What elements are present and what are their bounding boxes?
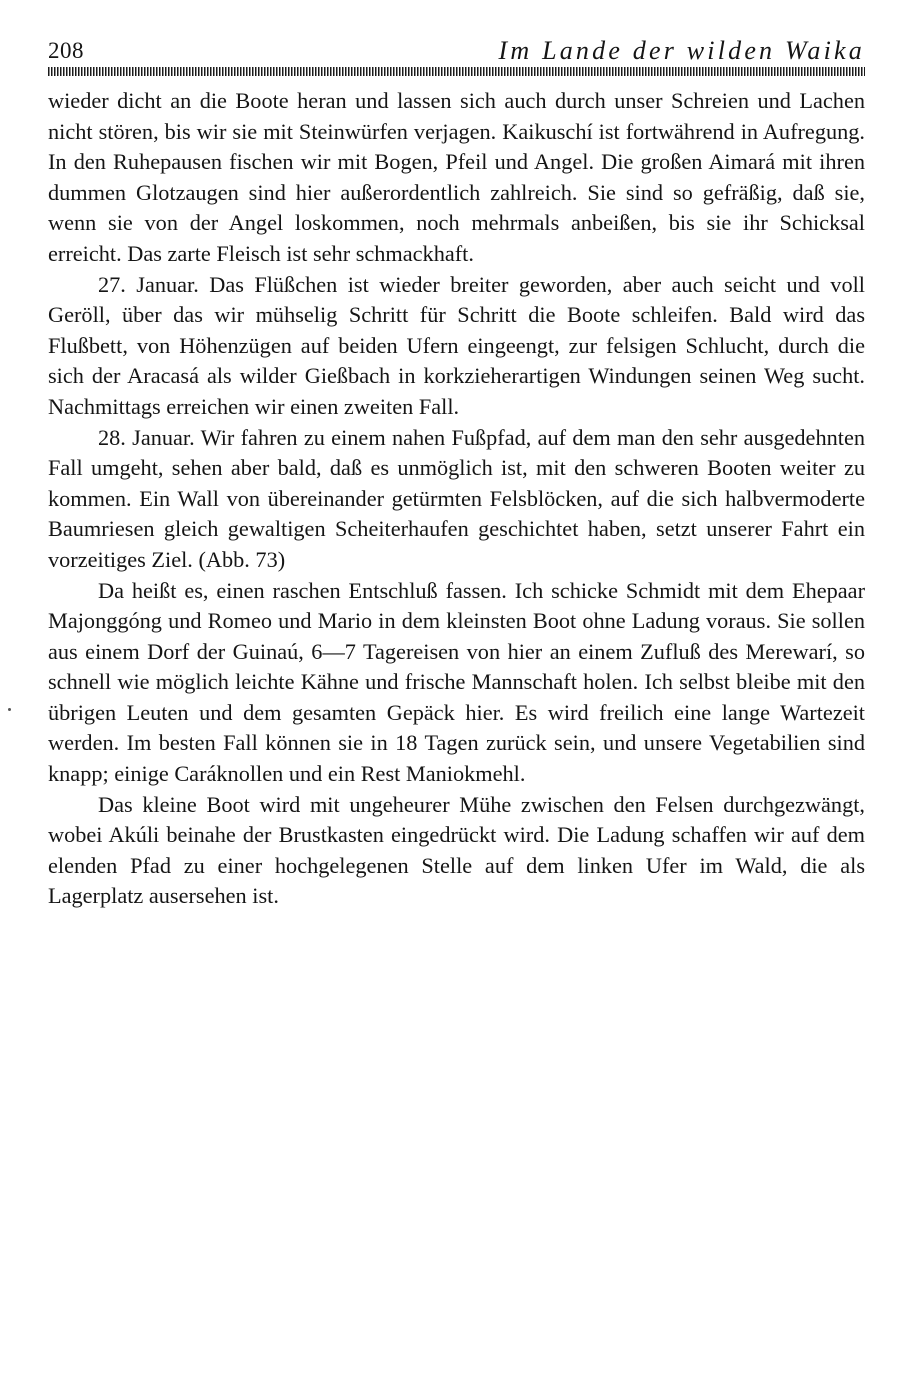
running-title: Im Lande der wilden Waika xyxy=(498,36,865,65)
page-number: 208 xyxy=(48,38,84,63)
paragraph-january-27: 27. Januar. Das Flüßchen ist wieder breiter geworden, aber auch seicht und voll Geröll, über das wir mühselig Schritt für Schritt die Boote schleifen. Bald wird das Flußbett, von Höhenzügen auf beiden Ufern eingeengt, zur felsigen Schlucht, durch die sich der Aracasá als wilder Gießbach in korkzieherartigen Windungen seinen Weg sucht. Nachmittags erreichen wir einen zweiten Fall. xyxy=(48,271,865,419)
paragraph-continuation: wieder dicht an die Boote heran und lassen sich auch durch unser Schreien und Lachen nicht stören, bis wir sie mit Steinwürfen verjagen. Kaikuschí ist fortwährend in Aufregung. In den Ruhepausen fischen wir mit Bogen, Pfeil und Angel. Die großen Aimará mit ihren dummen Glotzaugen sind hier außerordentlich zahlreich. Sie sind so gefräßig, daß sie, wenn sie von der Angel loskommen, noch mehrmals anbeißen, bis sie ihr Schicksal erreicht. Das zarte Fleisch ist sehr schmackhaft. xyxy=(48,88,865,266)
header-rule xyxy=(48,67,865,76)
running-head xyxy=(48,36,865,70)
paragraph-decision: Da heißt es, einen raschen Entschluß fassen. Ich schicke Schmidt mit dem Ehepaar Majonggóng und Romeo und Mario in dem kleinsten Boot ohne Ladung voraus. Sie sollen aus einem Dorf der Guinaú, 6—7 Tagereisen von hier an einem Zufluß des Merewarí, so schnell wie möglich leichte Kähne und frische Mannschaft holen. Ich selbst bleibe mit den übrigen Leuten und dem gesamten Gepäck hier. Es wird freilich eine lange Wartezeit werden. Im besten Fall können sie in 18 Tagen zurück sein, und unsere Vegetabilien sind knapp; einige Caráknollen und ein Rest Maniokmehl. xyxy=(48,577,865,787)
paragraph-small-boat: Das kleine Boot wird mit ungeheurer Mühe zwischen den Felsen durchgezwängt, wobei Akúli beinahe der Brustkasten eingedrückt wird. Die Ladung schaffen wir auf dem elenden Pfad zu einer hochgelegenen Stelle auf dem linken Ufer im Wald, die als Lagerplatz ausersehen ist. xyxy=(48,791,865,909)
margin-speck xyxy=(8,708,11,711)
body-text xyxy=(48,86,865,912)
paragraph-january-28: 28. Januar. Wir fahren zu einem nahen Fußpfad, auf dem man den sehr ausgedehnten Fall umgeht, sehen aber bald, daß es unmöglich ist, mit den schweren Booten weiter zu kommen. Ein Wall von übereinander getürmten Felsblöcken, auf die sich halbvermoderte Baumriesen gleich gewaltigen Scheiterhaufen geschichtet haben, setzt unserer Fahrt ein vorzeitiges Ziel. (Abb. 73) xyxy=(48,424,865,572)
